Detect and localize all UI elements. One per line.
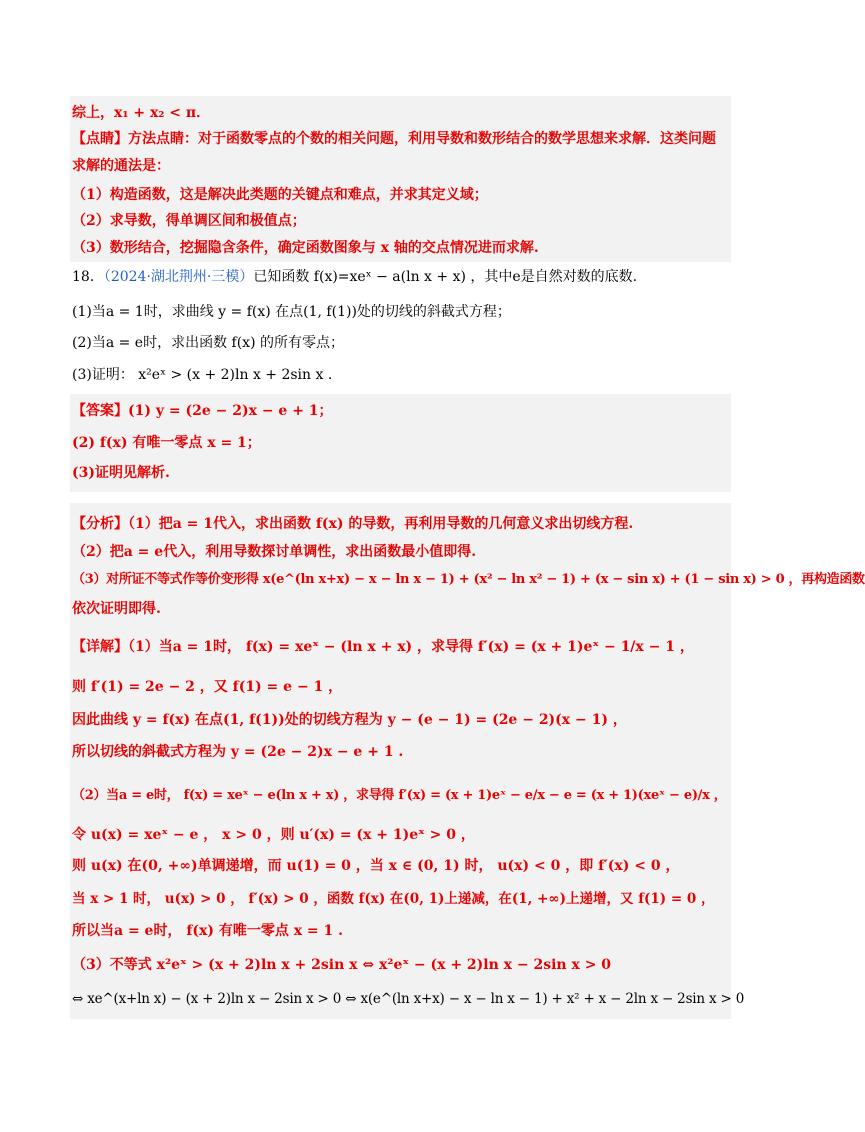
tip-step-3: （3）数形结合，挖掘隐含条件，确定函数图象与 x 轴的交点情况进而求解. [72,240,539,256]
analysis-line-3: （3）对所证不等式作等价变形得 x(e^(ln x+x) − x − ln x − 1) + (x² − ln x² − 1) + (x − sin x) + (1 − sin x) > 0 ，再构造函数 [72,572,865,587]
question-part-1: (1)当a = 1时，求曲线 y = f(x) 在点(1, f(1))处的切线的斜截式方程； [72,304,511,320]
answer-line-3: (3)证明见解析. [72,465,170,481]
detail-line-7: 则 u(x) 在(0, +∞)单调递增，而 u(1) = 0 ，当 x ∈ (0, 1) 时， u(x) < 0 ，即 f′(x) < 0 ， [72,858,680,874]
detail-line-6: 令 u(x) = xeˣ − e ， x > 0 ，则 u′(x) = (x + 1)eˣ > 0 ， [72,827,475,843]
answer-line-1: 【答案】(1) y = (2e − 2)x − e + 1； [72,403,333,419]
analysis-line-4: 依次证明即得. [72,601,161,617]
detail-line-5: （2）当a = e时， f(x) = xeˣ − e(ln x + x) ，求导得 f′(x) = (x + 1)eˣ − e/x − e = (x + 1)(xeˣ − e)/x ， [72,788,727,803]
tip-line-1: 【点睛】方法点睛：对于函数零点的个数的相关问题，利用导数和数形结合的数学思想来求解．这类问题 [72,131,716,147]
question-source: （2024·湖北荆州·三模） [103,269,254,285]
detail-line-1: 【详解】（1）当a = 1时， f(x) = xeˣ − (ln x + x) ，求导得 f′(x) = (x + 1)eˣ − 1/x − 1 ， [72,639,694,655]
question-part-2: (2)当a = e时，求出函数 f(x) 的所有零点； [72,335,344,351]
detail-line-3: 因此曲线 y = f(x) 在点(1, f(1))处的切线方程为 y − (e − 1) = (2e − 2)(x − 1) ， [72,712,627,728]
question-text: 已知函数 f(x)=xeˣ − a(ln x + x) ，其中e是自然对数的底数. [253,269,638,285]
detail-line-2: 则 f′(1) = 2e − 2 ，又 f(1) = e − 1 ， [72,679,343,695]
tip-line-2: 求解的通法是： [72,158,170,174]
analysis-line-1: 【分析】（1）把a = 1代入，求出函数 f(x) 的导数，再利用导数的几何意义求出切线方程. [72,516,634,532]
question-number: 18． [72,269,104,285]
analysis-line-2: （2）把a = e代入，利用导数探讨单调性，求出函数最小值即得. [72,544,477,560]
conclusion-line: 综上，x₁ + x₂ < π． [72,105,211,121]
detail-line-8: 当 x > 1 时， u(x) > 0 ， f′(x) > 0 ，函数 f(x) 在(0, 1)上递减，在(1, +∞)上递增，又 f(1) = 0 ， [72,891,715,907]
detail-line-4: 所以切线的斜截式方程为 y = (2e − 2)x − e + 1 . [72,744,404,760]
detail-line-9: 所以当a = e时， f(x) 有唯一零点 x = 1 . [72,923,344,939]
tip-step-1: （1）构造函数，这是解决此类题的关键点和难点，并求其定义域； [72,187,488,203]
answer-line-2: (2) f(x) 有唯一零点 x = 1； [72,435,261,451]
tip-step-2: （2）求导数，得单调区间和极值点； [72,213,306,229]
question-part-3: (3)证明： x²eˣ > (x + 2)ln x + 2sin x . [72,367,333,383]
question-stem [72,262,732,292]
detail-line-11: ⇔ xe^(x+ln x) − (x + 2)ln x − 2sin x > 0 ⇔ x(e^(ln x+x) − x − ln x − 1) + x² + x − 2ln x − 2sin x > 0 [72,991,745,1007]
detail-line-10: （3）不等式 x²eˣ > (x + 2)ln x + 2sin x ⇔ x²eˣ − (x + 2)ln x − 2sin x > 0 [72,957,612,973]
